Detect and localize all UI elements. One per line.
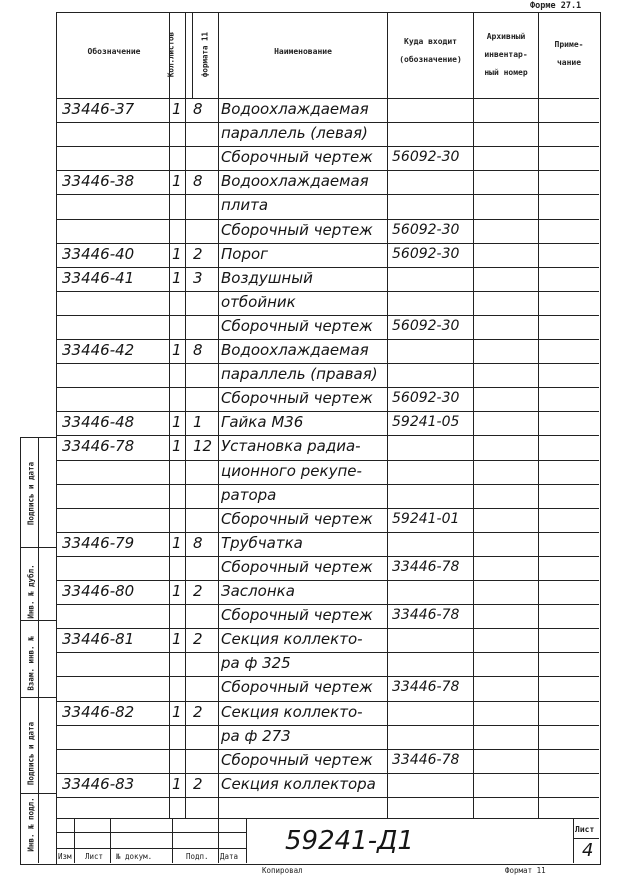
cell-name: ционного рекупе- <box>221 461 362 480</box>
header-where-used-1: Куда входит <box>404 37 457 46</box>
header-format11: формата 11 <box>200 31 210 78</box>
footer-copied: Копировал <box>262 866 303 875</box>
tb-col-list: Лист <box>85 852 104 861</box>
cell-fmt: 1 <box>193 413 203 432</box>
cell-where: 56092-30 <box>392 221 460 238</box>
cell-des: 33446-79 <box>62 533 135 552</box>
cell-fmt: 2 <box>193 630 203 649</box>
row-line <box>56 291 599 292</box>
cell-name: Сборочный чертеж <box>221 557 373 576</box>
cell-sh: 1 <box>172 172 182 191</box>
cell-sh: 1 <box>172 702 182 721</box>
tb-col-2 <box>110 818 111 863</box>
cell-name: Сборочный чертеж <box>221 389 373 408</box>
cell-fmt: 12 <box>193 437 213 456</box>
cell-fmt: 8 <box>193 533 203 552</box>
cell-name: Гайка М36 <box>221 413 304 432</box>
cell-fmt: 2 <box>193 774 203 793</box>
cell-where: 56092-30 <box>392 149 460 166</box>
col-line-4 <box>387 12 388 818</box>
cell-name: параллель (правая) <box>221 365 378 384</box>
cell-name: Сборочный чертеж <box>221 148 373 167</box>
header-line <box>56 98 599 99</box>
side-sig-date-top: Подпись и дата <box>26 461 36 526</box>
cell-name: Сборочный чертеж <box>221 678 373 697</box>
row-line <box>56 652 599 653</box>
side-vzam-inv: Взам. инв. № <box>26 636 36 691</box>
cell-name: Сборочный чертеж <box>221 750 373 769</box>
row-line <box>56 580 599 581</box>
cell-des: 33446-42 <box>62 341 135 359</box>
cell-where: 56092-30 <box>392 317 460 334</box>
col-line-5 <box>473 12 474 818</box>
row-line <box>56 170 599 171</box>
row-line <box>56 773 599 774</box>
row-line <box>56 219 599 220</box>
tb-col-5 <box>246 818 247 863</box>
row-line <box>56 460 599 461</box>
cell-name: Секция коллектора <box>221 774 376 793</box>
cell-where: 56092-30 <box>392 245 460 262</box>
tb-col-3 <box>172 818 173 863</box>
col-line-1 <box>169 12 170 818</box>
cell-sh: 1 <box>172 437 182 456</box>
row-line <box>56 556 599 557</box>
row-line <box>56 484 599 485</box>
cell-des: 33446-41 <box>62 268 135 287</box>
cell-name: Водоохлаждаемая <box>221 100 369 118</box>
cell-fmt: 8 <box>193 172 203 191</box>
cell-fmt: 2 <box>193 582 203 600</box>
cell-name: Заслонка <box>221 582 295 600</box>
cell-name: ра ф 273 <box>221 726 291 745</box>
cell-des: 33446-48 <box>62 413 135 432</box>
cell-name: Порог <box>221 244 269 263</box>
row-line <box>56 532 599 533</box>
row-line <box>56 122 599 123</box>
sheet-label: Лист <box>575 825 595 834</box>
side-mid-line <box>38 437 39 863</box>
row-line <box>56 701 599 702</box>
row-line <box>56 243 599 244</box>
cell-des: 33446-40 <box>62 244 135 263</box>
cell-name: Водоохлаждаемая <box>221 172 369 191</box>
cell-where: 59241-01 <box>392 510 460 527</box>
cell-fmt: 8 <box>193 100 203 118</box>
cell-name: Воздушный <box>221 268 313 287</box>
row-line <box>56 194 599 195</box>
header-note-1: Приме- <box>554 40 584 49</box>
cell-name: Секция коллекто- <box>221 630 363 649</box>
row-line <box>56 339 599 340</box>
cell-sh: 1 <box>172 341 182 359</box>
cell-sh: 1 <box>172 100 182 118</box>
row-line <box>56 628 599 629</box>
cell-des: 33446-38 <box>62 172 135 191</box>
cell-sh: 1 <box>172 533 182 552</box>
cell-name: ратора <box>221 485 277 504</box>
tb-col-sign: Подп. <box>186 852 209 861</box>
tb-col-date: Дата <box>220 852 239 861</box>
row-line <box>56 411 599 412</box>
row-line <box>56 676 599 677</box>
row-line <box>56 387 599 388</box>
header-designation: Обозначение <box>87 47 141 56</box>
row-line <box>56 749 599 750</box>
header-note-2: чание <box>556 58 582 67</box>
cell-fmt: 3 <box>193 268 203 287</box>
cell-sh: 1 <box>172 268 182 287</box>
footer-format: Формат 11 <box>505 866 546 875</box>
cell-des: 33446-83 <box>62 774 135 793</box>
cell-name: отбойник <box>221 292 296 311</box>
tb-col-izm: Изм <box>58 852 72 861</box>
form-label: Форме 27.1 <box>530 1 582 11</box>
row-line <box>56 363 599 364</box>
row-line <box>56 146 599 147</box>
col-line-hdr <box>192 12 193 98</box>
cell-des: 33446-82 <box>62 702 135 721</box>
cell-where: 33446-78 <box>392 679 460 696</box>
tb-col-4 <box>218 818 219 863</box>
tb-col-1 <box>74 818 75 863</box>
cell-name: Секция коллекто- <box>221 702 363 721</box>
header-archive-2: инвентар- <box>484 50 528 59</box>
header-archive-3: ный номер <box>484 68 528 77</box>
titleblock-top <box>56 818 599 819</box>
cell-des: 33446-80 <box>62 582 135 600</box>
sheet-number: 4 <box>582 840 594 861</box>
row-line <box>56 315 599 316</box>
row-line <box>56 604 599 605</box>
row-line <box>56 435 599 436</box>
tb-sheet-divider <box>573 838 599 839</box>
cell-name: Сборочный чертеж <box>221 316 373 335</box>
cell-sh: 1 <box>172 582 182 600</box>
cell-where: 33446-78 <box>392 607 460 624</box>
cell-where: 33446-78 <box>392 751 460 768</box>
side-inv-dubl: Инв. № дубл. <box>26 564 36 619</box>
cell-sh: 1 <box>172 630 182 649</box>
row-line <box>56 508 599 509</box>
cell-name: Трубчатка <box>221 533 303 552</box>
row-line <box>56 725 599 726</box>
header-archive-1: Архивный <box>486 32 526 41</box>
cell-name: параллель (левая) <box>221 124 368 143</box>
cell-des: 33446-78 <box>62 437 135 456</box>
cell-name: Сборочный чертеж <box>221 220 373 239</box>
header-name: Наименование <box>274 47 332 56</box>
cell-name: Установка радиа- <box>221 437 361 456</box>
cell-name: ра ф 325 <box>221 654 291 673</box>
cell-sh: 1 <box>172 244 182 263</box>
row-line <box>56 797 599 798</box>
col-line-3 <box>218 12 219 818</box>
cell-des: 33446-37 <box>62 100 135 118</box>
cell-fmt: 8 <box>193 341 203 359</box>
document-number: 59241-Д1 <box>285 826 414 856</box>
cell-sh: 1 <box>172 774 182 793</box>
cell-fmt: 2 <box>193 702 203 721</box>
cell-where: 59241-05 <box>392 414 460 431</box>
col-line-2 <box>185 12 186 818</box>
cell-where: 33446-78 <box>392 558 460 575</box>
row-line <box>56 267 599 268</box>
cell-des: 33446-81 <box>62 630 135 649</box>
cell-name: Сборочный чертеж <box>221 606 373 625</box>
side-sig-date-bottom: Подпись и дата <box>26 721 36 786</box>
cell-sh: 1 <box>172 413 182 432</box>
side-inv-podl: Инв. № подл. <box>26 797 36 852</box>
tb-col-sheet <box>573 818 574 863</box>
col-line-6 <box>538 12 539 818</box>
cell-name: Водоохлаждаемая <box>221 341 369 359</box>
tb-col-doc: № докум. <box>116 852 153 861</box>
cell-where: 56092-30 <box>392 390 460 407</box>
cell-name: плита <box>221 196 269 215</box>
header-sheets-count: Кол.листов <box>166 31 176 78</box>
cell-fmt: 2 <box>193 244 203 263</box>
header-where-used-2: (обозначение) <box>399 55 462 64</box>
cell-name: Сборочный чертеж <box>221 509 373 528</box>
